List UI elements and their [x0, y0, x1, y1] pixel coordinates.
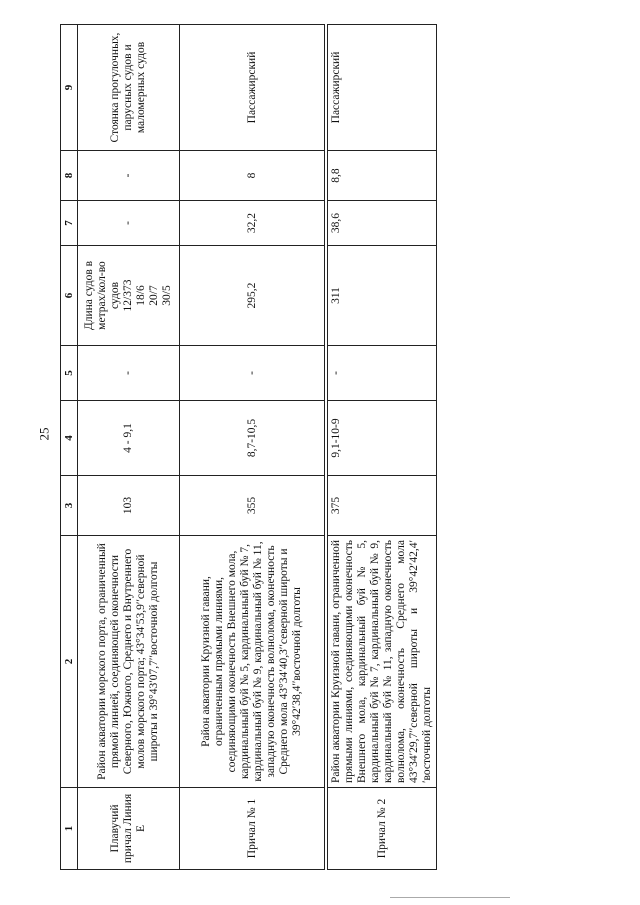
berth-value-6: 311: [328, 246, 437, 346]
berths-table: [60, 24, 437, 870]
col-header-8: 8: [61, 151, 78, 201]
col-header-5: 5: [61, 346, 78, 401]
berth-value-5: -: [328, 346, 437, 401]
col-header-1: 1: [61, 788, 78, 870]
berth-value-8: 8,8: [328, 151, 437, 201]
col-header-6: 6: [61, 246, 78, 346]
berth-purpose: Пассажирский: [328, 25, 437, 151]
berth-value-4: 8,7-10,5: [180, 401, 325, 476]
rotated-table-container: [60, 25, 433, 870]
berth-area-description: Район акватории Круизной гавани, ограниченной прямыми линиями, соединяющими оконечность Внешнего мола, кардинальный буй № 5, кардинальный буй № 7, кардинальный буй № 9, кардинальный буй № 11, западную оконечность волнолома, оконечность Среднего мола 43°34′29,7′′северной широты и 39°42′42,4′′восточной долготы: [328, 536, 437, 788]
berth-value-3: 103: [78, 476, 180, 536]
berth-value-4: 4 - 9,1: [78, 401, 180, 476]
col-header-2: 2: [61, 536, 78, 788]
berth-value-5: -: [180, 346, 325, 401]
table-row: [328, 25, 437, 870]
berth-value-8: 8: [180, 151, 325, 201]
berth-area-description: Район акватории морского порта, ограниченный прямой линией, соединяющей оконечности Северного, Южного, Среднего и Внутреннего молов морского порта; 43°34′53,9′′северной широты и 39°43′07,7′′восточной долготы: [78, 536, 180, 788]
berth-name: Плавучий причал Линия Е: [78, 788, 180, 870]
berth-value-3: 355: [180, 476, 325, 536]
col-header-7: 7: [61, 201, 78, 246]
berth-purpose: Стоянка прогулочных, парусных судов и маломерных судов: [78, 25, 180, 151]
berth-value-7: -: [78, 201, 180, 246]
table-row: [180, 25, 325, 870]
berth-value-3: 375: [328, 476, 437, 536]
berth-purpose: Пассажирский: [180, 25, 325, 151]
col-header-3: 3: [61, 476, 78, 536]
scan-artifact-line: [390, 897, 510, 898]
col-header-9: 9: [61, 25, 78, 151]
berth-name: Причал № 2: [328, 788, 437, 870]
berth-value-4: 9,1-10-9: [328, 401, 437, 476]
berth-value-7: 32,2: [180, 201, 325, 246]
table-row: [78, 25, 180, 870]
berth-value-8: -: [78, 151, 180, 201]
berth-value-6: Длина судов в метрах/кол-во судов 12/373 18/6 20/7 30/5: [78, 246, 180, 346]
berth-area-description: Район акватории Круизной гавани, ограниченным прямыми линиями, соединяющими оконечность Внешнего мола, кардинальный буй № 5, кардинальный буй № 7, кардинальный буй № 9, кардинальный буй № 11, западную оконечность волнолома, оконечность Среднего мола 43°34′40,3′′северной широты и 39°42′38,4′′восточной долготы: [180, 536, 325, 788]
page-number: 25: [36, 427, 52, 441]
header-row: [61, 25, 78, 870]
berth-value-6: 295,2: [180, 246, 325, 346]
berth-name: Причал № 1: [180, 788, 325, 870]
berth-value-7: 38,6: [328, 201, 437, 246]
berth-value-5: -: [78, 346, 180, 401]
col-header-4: 4: [61, 401, 78, 476]
